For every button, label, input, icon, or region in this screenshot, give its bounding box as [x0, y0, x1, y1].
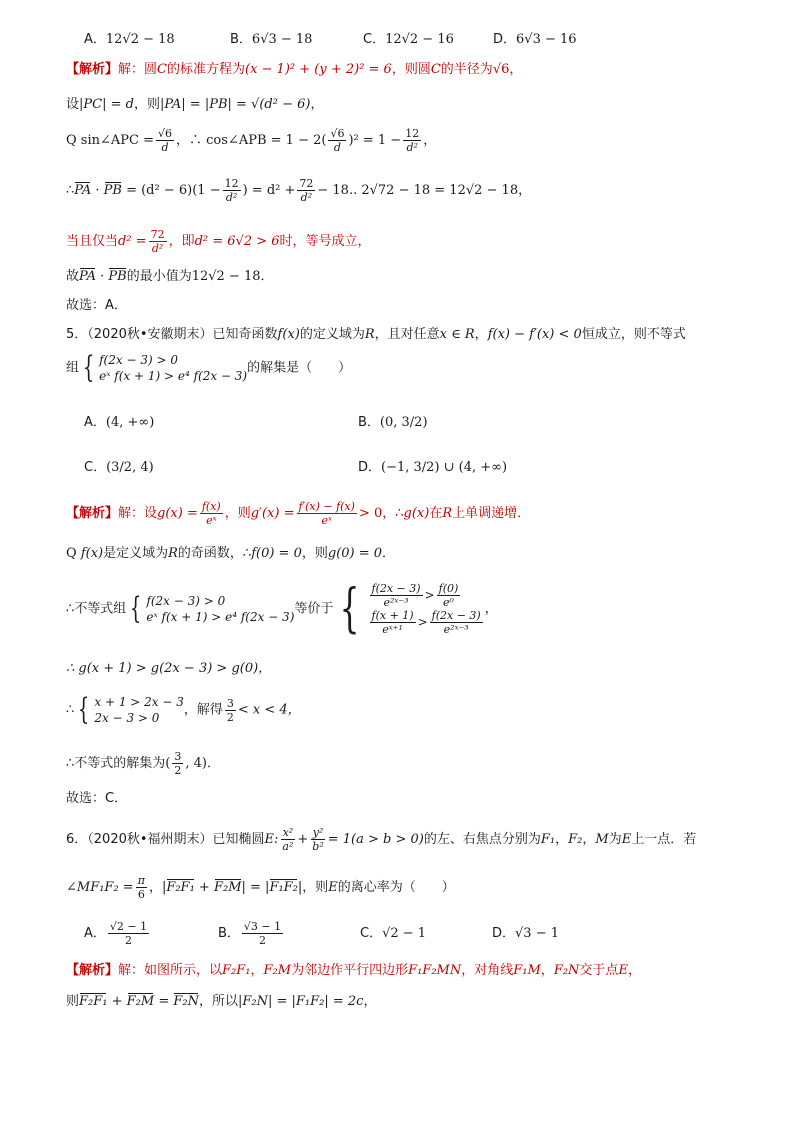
analysis-tag: 【解析】 [66, 62, 119, 77]
q6-option-b: B． $\frac{√3 - 1}{2}$ [218, 920, 282, 947]
q4-analysis-line-1: 【解析】解：圆C的标准方程为(x − 1)² + (y + 2)² = 6，则圆C的半径为√6， [66, 62, 523, 77]
q6-option-a: A． $\frac{√2 - 1}{2}$ [84, 920, 148, 947]
q4-option-c: C．12√2 − 16 [363, 32, 454, 47]
q6-analysis-line-2: 则F₂F₁ + F₂M = F₂N，所以|F₂N| = |F₁F₂| = 2c， [66, 994, 377, 1009]
q4-analysis-line-5: 当且仅当d² = $\frac{72}{\text{d²}}$ ，即d² = 6√2 > 6时，等号成立， [66, 228, 371, 255]
q5-analysis-line-6: ∴不等式的解集为( $\frac{3}{2}$ , 4)． [66, 750, 220, 777]
q5-analysis-line-4: ∴ g(x + 1) > g(2x − 3) > g(0)， [66, 661, 272, 676]
q5-stem-line-1: 5．（2020秋•安徽期末）已知奇函数f(x)的定义域为R，且对任意x ∈ R，f(x) − f′(x) < 0恒成立，则不等式 [66, 327, 686, 342]
q6-stem-line-2: ∠MF₁F₂ = $\frac{\pi}{6}$ ，|F₂F₁ + F₂M| = |F₁F₂|，则E的离心率为（ ） [66, 874, 455, 901]
q4-analysis-line-4: ∴PA · PB = (d² − 6)(1 − $\frac{12}{\text{d²}}$ ) = d² + $\frac{72}{\text{d²}}$ − 18.. 2√72 − 18 = 12√2 − 18， [66, 177, 532, 204]
q4-analysis-line-2: 设|PC| = d，则|PA| = |PB| = √(d² − 6)， [66, 97, 324, 112]
q4-option-b: B．6√3 − 18 [230, 32, 313, 47]
q5-analysis-line-3: ∴不等式组 { f(2x − 3) > 0 eˣ f(x + 1) > e⁴ f(2x − 3) 等价于 { $\frac{f(2x - 3)}{\text{e²ˣ⁻³}}$ > $\frac{f(0)}{\text{e⁰}}$ $\frac{f(x + 1)}{\text{eˣ⁺¹}}$ > $\frac{f(2x - 3)}{\text{e²ˣ⁻³}}$ ， [66, 579, 498, 639]
q5-option-a: A．(4, +∞) [84, 415, 155, 430]
q6-option-d: D．√3 − 1 [492, 926, 559, 941]
q5-analysis-line-5: ∴ { x + 1 > 2x − 3 2x − 3 > 0 ，解得 $\frac{3}{2}$ < x < 4， [66, 692, 301, 727]
q5-option-d: D．(−1, 3/2) ∪ (4, +∞) [358, 460, 508, 475]
q4-answer: 故选：A． [66, 298, 127, 313]
q5-stem-line-2: 组 { f(2x − 3) > 0 eˣ f(x + 1) > e⁴ f(2x − 3) 的解集是（ ） [66, 350, 352, 385]
q4-analysis-line-3: Q sin∠APC = $\frac{√6}{d}$ ，∴ cos∠APB = 1 − 2( $\frac{√6}{d}$ )² = 1 − $\frac{12}{\text{d²}}$ ， [66, 127, 437, 154]
q5-analysis-line-1: 【解析】解：设g(x) = $\frac{f(x)}{\text{eˣ}}$ ，则g′(x) = $\frac{f'(x) - f(x)}{\text{eˣ}}$ > 0，∴g(x)在R上单调递增． [66, 500, 531, 527]
q5-answer: 故选：C． [66, 791, 128, 806]
vector-pa: PA [74, 183, 92, 198]
q4-option-a: A．12√2 − 18 [84, 32, 175, 47]
vector-pb: PB [103, 183, 122, 198]
q6-analysis-line-1: 【解析】解：如图所示，以F₂F₁，F₂M为邻边作平行四边形F₁F₂MN，对角线F₁M，F₂N交于点E， [66, 963, 641, 978]
q5-analysis-line-2: Q f(x)是定义域为R的奇函数，∴f(0) = 0，则g(0) = 0． [66, 546, 396, 561]
q4-option-d: D．6√3 − 16 [493, 32, 577, 47]
q5-option-b: B．(0, 3/2) [358, 415, 428, 430]
q4-analysis-line-6: 故PA · PB的最小值为12√2 − 18． [66, 269, 274, 284]
q6-stem-line-1: 6．（2020秋•福州期末）已知椭圆E: $\frac{\text{x²}}{\text{a²}}$ + $\frac{\text{y²}}{\text{b²}}$ = 1(a > b > 0)的左、右焦点分别为F₁，F₂，M为E上一点．若 [66, 826, 697, 853]
q6-option-c: C．√2 − 1 [360, 926, 427, 941]
q5-option-c: C．(3/2, 4) [84, 460, 154, 475]
